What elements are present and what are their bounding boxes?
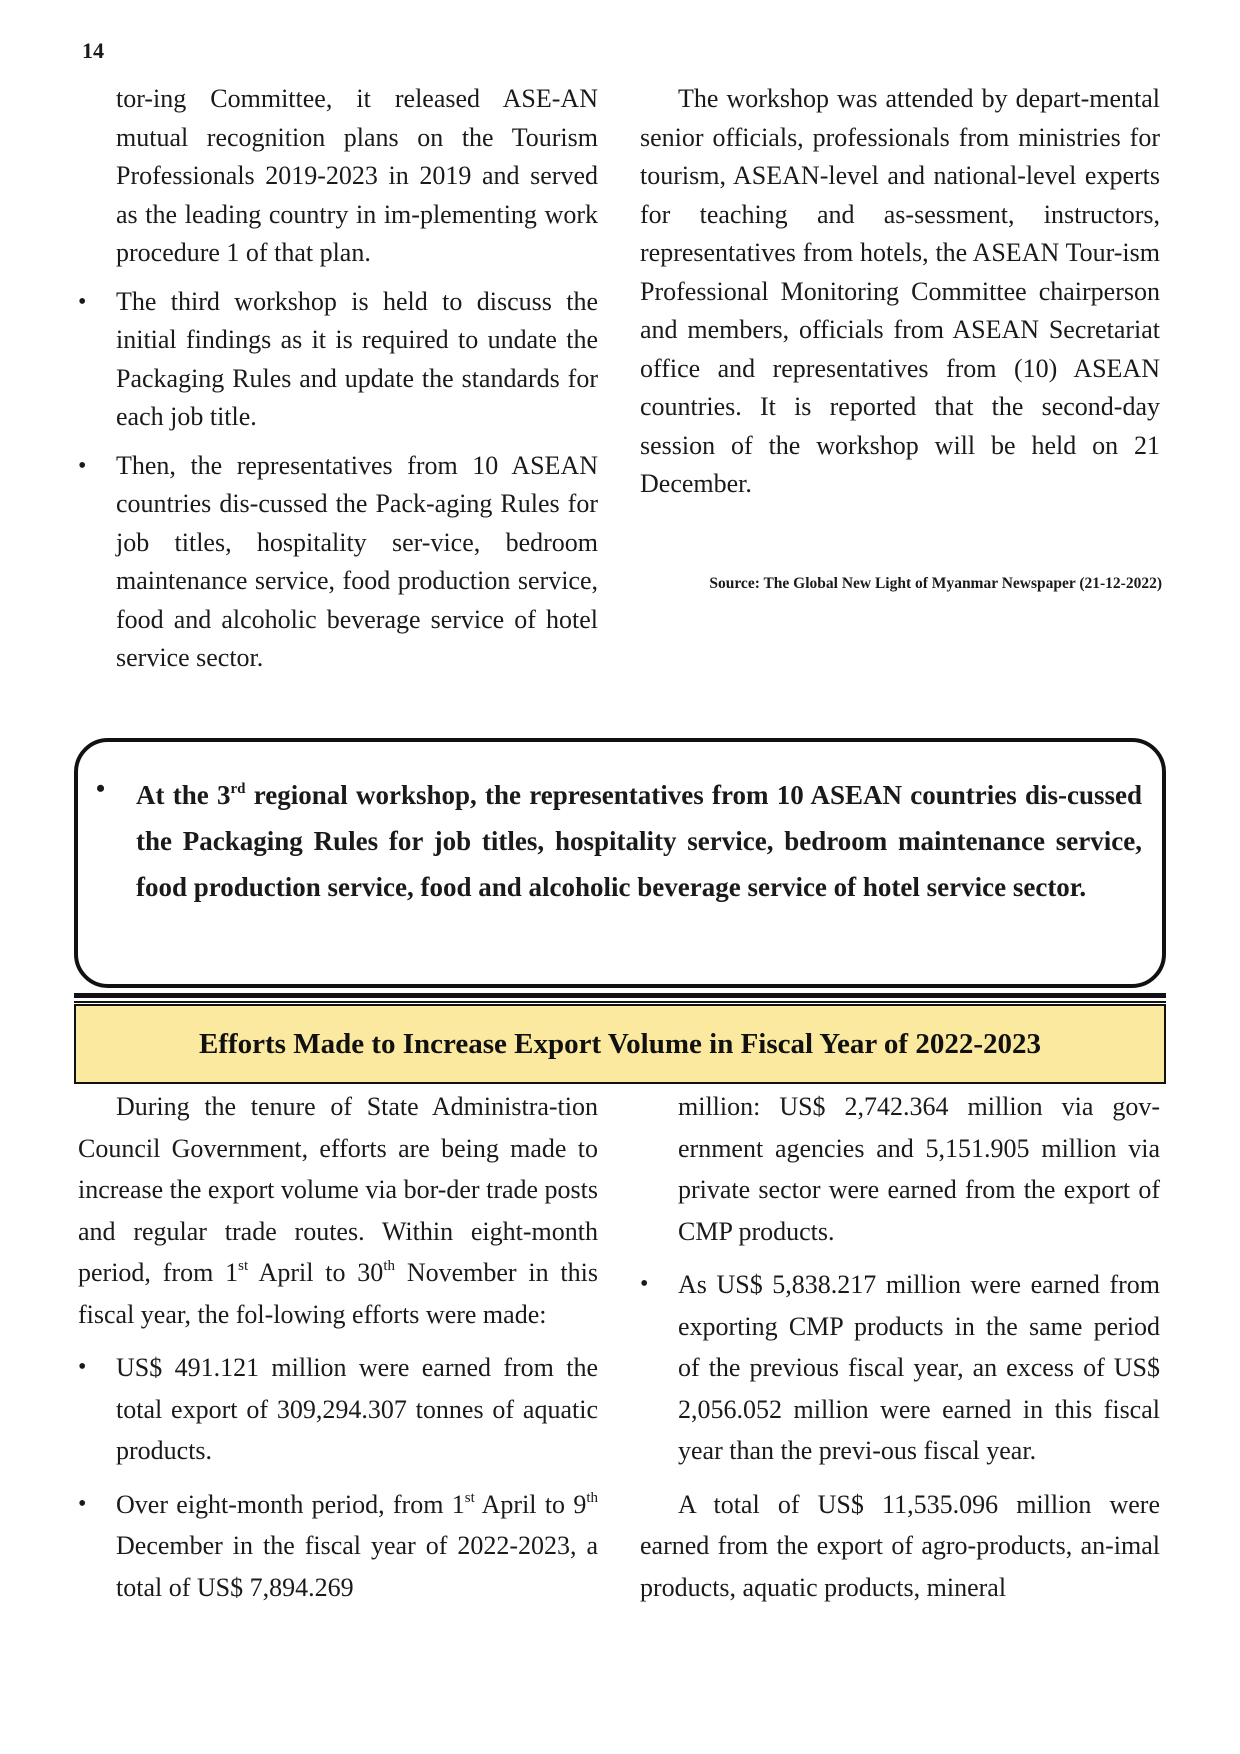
callout-text-before: At the 3 xyxy=(136,780,231,810)
callout-text xyxy=(136,772,1142,910)
section-divider-thin xyxy=(74,1001,1166,1003)
list-item xyxy=(78,1484,598,1609)
list-item: • US$ 491.121 million were earned from the total export of 309,294.307 tonnes of aquatic products. xyxy=(78,1347,598,1472)
list-item: • As US$ 5,838.217 million were earned from exporting CMP products in the same period of the previous fiscal year, an excess of US$ 2,056.052 million were earned in this fiscal year than the previ-ous fiscal year. xyxy=(640,1264,1160,1472)
bullet-text-c: December in the fiscal year of 2022-2023, a total of US$ 7,894.269 xyxy=(116,1531,598,1602)
highlight-callout-box xyxy=(74,738,1166,988)
intro-text-b: April to 30 xyxy=(248,1258,384,1287)
top-right-column xyxy=(640,80,1160,594)
continuation-paragraph: tor-ing Committee, it released ASE-AN mutual recognition plans on the Tourism Professionals 2019-2023 in 2019 and served as the leading country in im-plementing work procedure 1 of that plan. xyxy=(116,84,598,267)
section-divider xyxy=(74,993,1166,998)
section-heading: Efforts Made to Increase Export Volume in Fiscal Year of 2022-2023 xyxy=(199,1027,1041,1060)
page-number: 14 xyxy=(82,38,104,63)
callout-superscript: rd xyxy=(230,781,246,797)
attendance-paragraph: The workshop was attended by depart-mental senior officials, professionals from ministries for tourism, ASEAN-level and national-level experts for teaching and as-sessment, instructors, representatives from hotels, the ASEAN Tour-ism Professional Monitoring Committee chairperson and members, officials from ASEAN Secretariat office and representatives from (10) ASEAN countries. It is reported that the second-day session of the workshop will be held on 21 December. xyxy=(640,84,1160,498)
export-continuation-list xyxy=(640,1086,1160,1472)
callout-text-after: regional workshop, the representatives from 10 ASEAN countries dis-cussed the Packaging Rules for job titles, hospitality service, bedroom maintenance service, food production service, food and alcoholic beverage service of hotel service sector. xyxy=(136,780,1142,902)
bullet-text-b: April to 9 xyxy=(474,1489,587,1519)
section-heading-box xyxy=(74,1004,1166,1084)
top-left-column xyxy=(116,80,598,678)
list-item: • The third workshop is held to discuss the initial findings as it is required to undate the Packaging Rules and update the standards for each job title. xyxy=(78,283,598,437)
intro-paragraph xyxy=(78,1086,598,1335)
intro-text-c: November in this fiscal year, the fol-lowing efforts were made: xyxy=(78,1258,599,1329)
list-item-continuation: million: US$ 2,742.364 million via gov-ernment agencies and 5,151.905 million via private sector were earned from the export of CMP products. xyxy=(678,1092,1160,1246)
intro-text-a: During the tenure of State Administra-tion Council Government, efforts are being made to increase the export volume via bor-der trade posts and regular trade routes. Within eight-month period, from 1 xyxy=(78,1092,599,1287)
workshop-bullet-list xyxy=(78,283,598,678)
intro-superscript-1: st xyxy=(238,1258,249,1274)
bottom-right-column xyxy=(640,1086,1160,1608)
bottom-left-column xyxy=(78,1086,598,1608)
source-citation: Source: The Global New Light of Myanmar Newspaper (21-12-2022) xyxy=(709,574,1162,592)
bullet-text-a: Over eight-month period, from 1 xyxy=(116,1489,465,1519)
bullet-superscript-1: st xyxy=(464,1489,475,1506)
bullet-superscript-2: th xyxy=(586,1489,599,1506)
total-export-paragraph: A total of US$ 11,535.096 million were earned from the export of agro-products, an-imal products, aquatic products, mineral xyxy=(640,1489,1160,1602)
bullet-icon: • xyxy=(96,774,106,803)
list-item: • Then, the representatives from 10 ASEAN countries dis-cussed the Pack-aging Rules for job titles, hospitality ser-vice, bedroom maintenance service, food production service, food and alcoholic beverage service of hotel service sector. xyxy=(78,447,598,678)
export-bullet-list xyxy=(78,1347,598,1608)
intro-superscript-2: th xyxy=(383,1258,395,1274)
